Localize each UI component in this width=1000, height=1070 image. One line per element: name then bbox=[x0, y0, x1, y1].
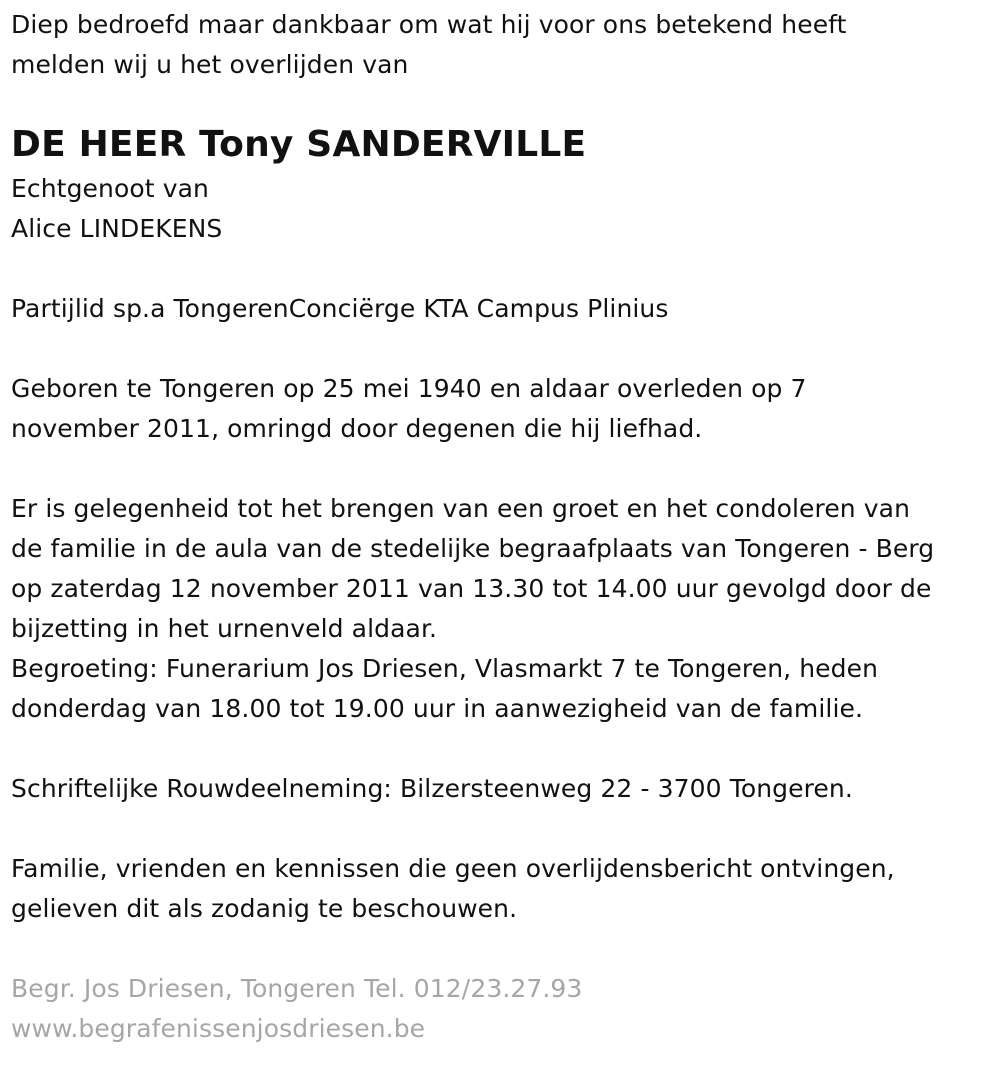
spacer bbox=[11, 449, 996, 489]
ceremony-line-4: bijzetting in het urnenveld aldaar. bbox=[11, 614, 438, 643]
spouse-label: Echtgenoot van bbox=[11, 174, 209, 203]
ceremony-line-1: Er is gelegenheid tot het brengen van een groet en het condoleren van bbox=[11, 494, 911, 523]
deceased-name: DE HEER Tony SANDERVILLE bbox=[11, 124, 587, 165]
greeting-line-1: Begroeting: Funerarium Jos Driesen, Vlasmarkt 7 te Tongeren, heden bbox=[11, 654, 879, 683]
birth-death-line-1: Geboren te Tongeren op 25 mei 1940 en aldaar overleden op 7 bbox=[11, 374, 807, 403]
spacer bbox=[11, 929, 996, 969]
affiliation-text: Partijlid sp.a TongerenConciërge KTA Campus Plinius bbox=[11, 294, 669, 323]
obituary-notice bbox=[11, 0, 996, 1049]
closing-line-2: gelieven dit als zodanig te beschouwen. bbox=[11, 894, 518, 923]
spouse-info bbox=[11, 169, 996, 249]
ceremony-line-3: op zaterdag 12 november 2011 van 13.30 tot 14.00 uur gevolgd door de bbox=[11, 574, 932, 603]
birth-death-line-2: november 2011, omringd door degenen die hij liefhad. bbox=[11, 414, 703, 443]
closing-line-1: Familie, vrienden en kennissen die geen overlijdensbericht ontvingen, bbox=[11, 854, 895, 883]
intro-line-2: melden wij u het overlijden van bbox=[11, 50, 409, 79]
condolence-address: Schriftelijke Rouwdeelneming: Bilzersteenweg 22 - 3700 Tongeren. bbox=[11, 774, 853, 803]
ceremony-line-2: de familie in de aula van de stedelijke begraafplaats van Tongeren - Berg bbox=[11, 534, 935, 563]
ceremony-paragraph bbox=[11, 489, 996, 729]
spacer bbox=[11, 249, 996, 289]
birth-death-paragraph bbox=[11, 369, 996, 449]
greeting-line-2: donderdag van 18.00 tot 19.00 uur in aanwezigheid van de familie. bbox=[11, 694, 864, 723]
undertaker-website: www.begrafenissenjosdriesen.be bbox=[11, 1014, 426, 1043]
footer bbox=[11, 969, 996, 1049]
spacer bbox=[11, 329, 996, 369]
intro-text bbox=[11, 5, 996, 85]
spacer bbox=[11, 809, 996, 849]
closing-paragraph bbox=[11, 849, 996, 929]
undertaker-contact: Begr. Jos Driesen, Tongeren Tel. 012/23.27.93 bbox=[11, 974, 583, 1003]
intro-line-1: Diep bedroefd maar dankbaar om wat hij voor ons betekend heeft bbox=[11, 10, 847, 39]
spacer bbox=[11, 729, 996, 769]
spouse-name: Alice LINDEKENS bbox=[11, 214, 223, 243]
